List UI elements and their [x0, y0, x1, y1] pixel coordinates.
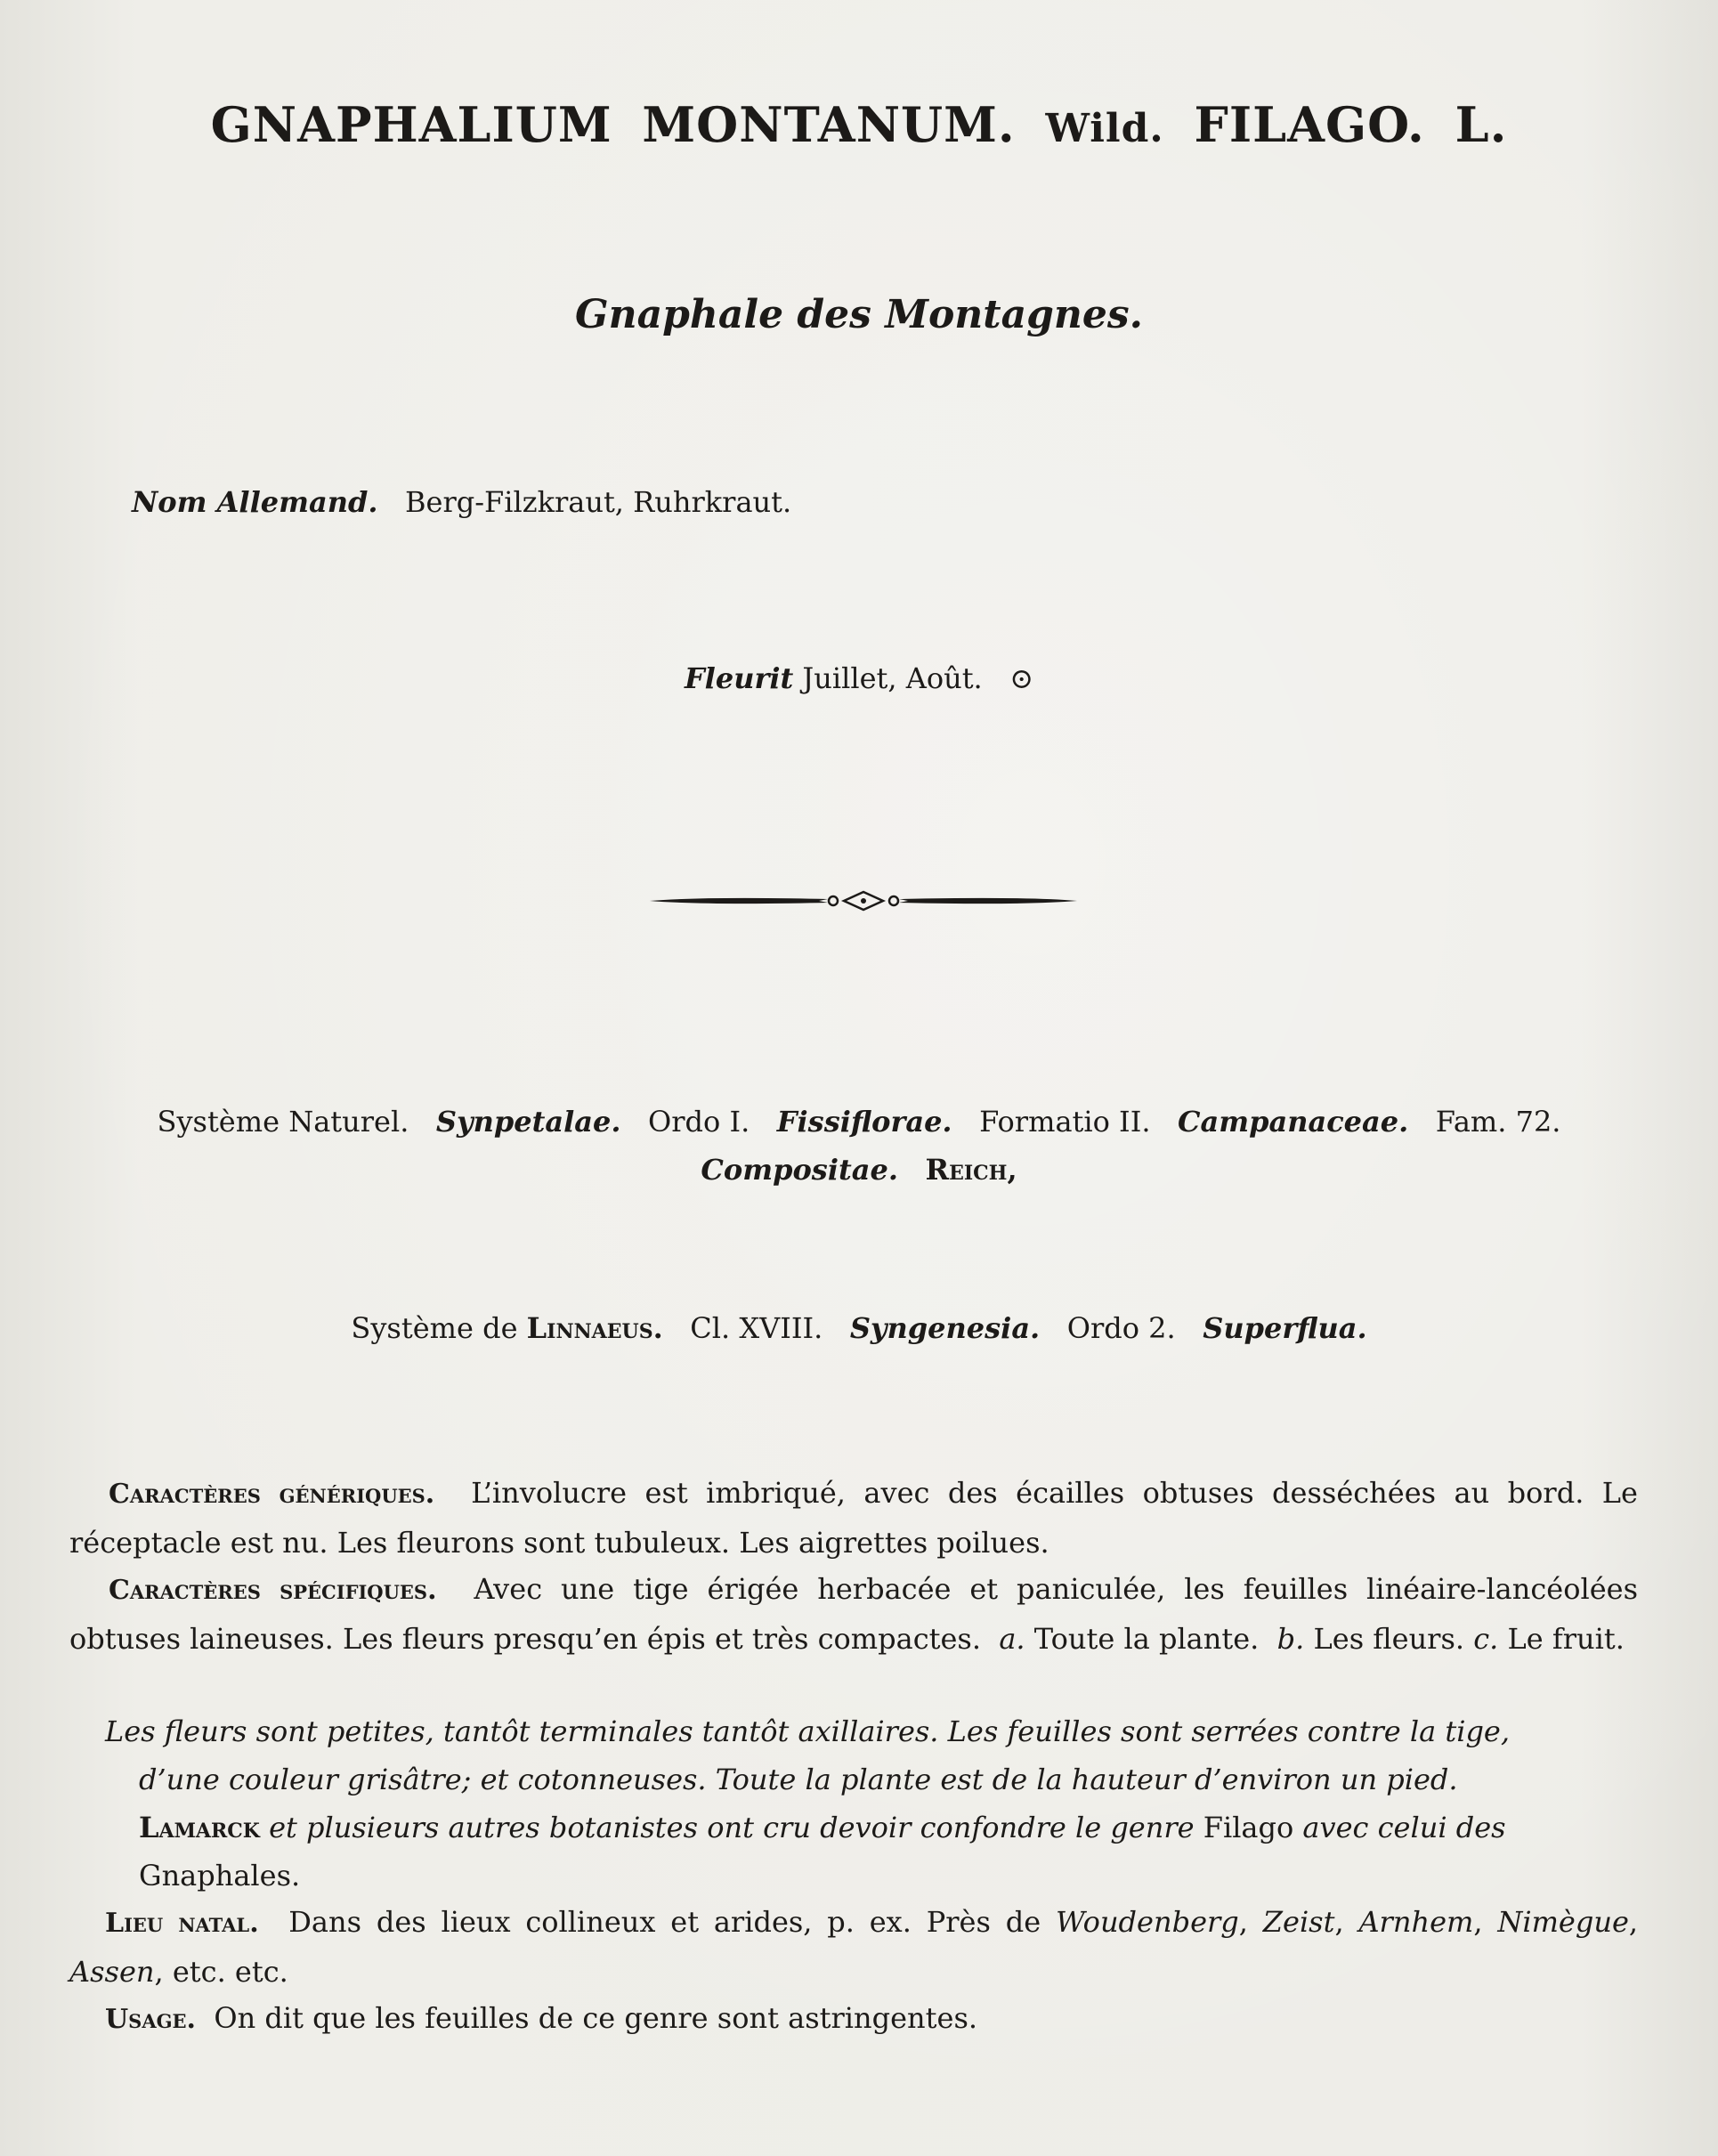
systeme-naturel-label: Système Naturel.: [157, 1105, 409, 1139]
fleurit-label: Fleurit: [684, 661, 794, 695]
linnaeus-class-name: Syngenesia.: [849, 1311, 1041, 1345]
class-name: Synpetalae.: [435, 1105, 621, 1139]
family-number: Fam. 72.: [1435, 1105, 1561, 1139]
notes-line2: d’une couleur grisâtre; et cotonneuses. Toute la plante est de la hauteur d’environ un pied.: [139, 1763, 1458, 1796]
usage-text: On dit que les feuilles de ce genre sont astringentes.: [214, 2001, 978, 2035]
lieu-natal-label: Lieu natal.: [105, 1908, 259, 1939]
title-author-l: L.: [1455, 96, 1508, 153]
authority: Reich,: [925, 1153, 1017, 1187]
usage: [69, 1994, 1638, 2044]
fleurit-value: Juillet, Août.: [802, 661, 983, 695]
linnaeus-ordo-name: Superflua.: [1203, 1311, 1367, 1345]
notes-line4: Gnaphales.: [139, 1859, 301, 1893]
caracteres-specifiques-text: Avec une tige érigée herbacée et paniculée, les feuilles linéaire-lancéolées obtuses laineuses. Les fleurs presqu’en épis et très compactes.: [69, 1572, 1639, 1656]
lieu-natal: Lieu natal. Dans des lieux collineux et arides, p. ex. Près de Woudenberg, Zeist, Arnhem, Nimègue, Assen, etc. etc.: [69, 1905, 1639, 1989]
figure-c-text: Le fruit.: [1507, 1622, 1625, 1656]
annual-symbol-icon: ⊙: [1009, 661, 1034, 695]
figure-b-text: Les fleurs.: [1313, 1622, 1465, 1656]
place-assen: Assen: [69, 1955, 155, 1989]
title-synonym: FILAGO.: [1194, 96, 1425, 153]
formatio-name: Campanaceae.: [1178, 1105, 1409, 1139]
lieu-natal-tail: etc. etc.: [172, 1955, 288, 1989]
filago: Filago: [1203, 1811, 1294, 1844]
notes-line3: [69, 1803, 1638, 1852]
systeme-naturel-line1: [0, 1105, 1718, 1139]
usage-label: Usage.: [105, 2004, 197, 2035]
fleurit: [0, 661, 1718, 695]
caracteres-generiques: [69, 1469, 1638, 1567]
systeme-naturel-line2: [0, 1153, 1718, 1187]
title-genus: GNAPHALIUM MONTANUM.: [210, 96, 1016, 153]
title-author-wild: Wild.: [1045, 106, 1164, 151]
nom-allemand: [132, 485, 792, 519]
lieu-natal-text: Dans des lieux collineux et arides, p. ex. Près de: [288, 1905, 1041, 1939]
figure-a-text: Toute la plante.: [1033, 1622, 1260, 1656]
caracteres-generiques-text: L’involucre est imbriqué, avec des écailles obtuses desséchées au bord. Le réceptacle est nu. Les fleurons sont tubuleux. Les aigrettes poilues.: [69, 1476, 1638, 1560]
lamarck: Lamarck: [139, 1811, 260, 1844]
linnaeus-name: Linnaeus.: [526, 1311, 663, 1345]
place-arnhem: Arnhem: [1358, 1905, 1474, 1939]
notes-line1: Les fleurs sont petites, tantôt terminales tantôt axillaires. Les feuilles sont serrées contre la tige,: [105, 1714, 1511, 1748]
linnaeus-ordo: Ordo 2.: [1066, 1311, 1176, 1345]
figure-a-letter: a.: [999, 1622, 1025, 1656]
place-zeist: Zeist: [1262, 1905, 1335, 1939]
systeme-linnaeus: [0, 1311, 1718, 1345]
linnaeus-class: Cl. XVIII.: [690, 1311, 823, 1345]
notes-line3-end: avec celui des: [1302, 1811, 1506, 1844]
figure-c-letter: c.: [1473, 1622, 1499, 1656]
ordo-name: Fissiflorae.: [776, 1105, 952, 1139]
caracteres-specifiques: [69, 1565, 1638, 1663]
ornament-divider-icon: [650, 886, 1077, 916]
ordo: Ordo I.: [648, 1105, 750, 1139]
caracteres-specifiques-label: Caractères spécifiques.: [109, 1575, 437, 1606]
family-name: Compositae.: [701, 1153, 898, 1187]
page-subtitle: Gnaphale des Montagnes.: [575, 292, 1143, 337]
figure-b-letter: b.: [1276, 1622, 1305, 1656]
place-nimegue: Nimègue: [1497, 1905, 1629, 1939]
linnaeus-label: Système de: [351, 1311, 518, 1345]
place-woudenberg: Woudenberg: [1055, 1905, 1239, 1939]
nom-allemand-value: Berg-Filzkraut, Ruhrkraut.: [404, 485, 792, 519]
formatio: Formatio II.: [979, 1105, 1151, 1139]
page-title: [0, 96, 1718, 153]
nom-allemand-label: Nom Allemand.: [132, 485, 378, 519]
caracteres-generiques-label: Caractères génériques.: [109, 1479, 435, 1510]
notes-line3-text: et plusieurs autres botanistes ont cru devoir confondre le genre: [269, 1811, 1195, 1844]
notes: [69, 1707, 1638, 1900]
